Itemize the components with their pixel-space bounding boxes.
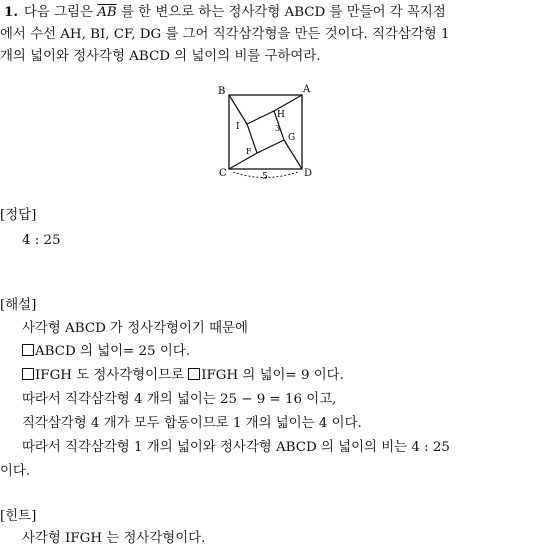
label-g: G [288,133,296,143]
label-i: I [236,122,240,132]
label-d: D [304,168,313,179]
problem-line-2: 에서 수선 AH, BI, CF, DG 를 그어 직각삼각형을 만든 것이다. 직각삼각형 1 [0,27,450,42]
square-figure [0,80,533,190]
problem-line-3: 개의 넓이와 정사각형 ABCD 의 넓이의 비를 구하여라. [0,49,321,64]
line-ah [274,95,302,111]
segment-ab: $\overline{AB}$ [97,5,117,20]
line-bi [229,95,247,124]
answer-value: 4 : 25 [22,233,61,248]
solution-line-3: IFGH 도 정사각형이므로 IFGH 의 넓이= 9 이다. [22,367,344,385]
solution-line-5: 직각삼각형 4 개가 모두 합동이므로 1 개의 넓이는 4 이다. [22,416,362,431]
label-c: C [219,168,227,179]
square-abcd [229,95,302,169]
label-f: F [246,147,252,156]
solution-line-1: 사각형 ABCD 가 정사각형이기 때문에 [22,321,248,336]
line-dg [284,140,302,169]
line-cf [229,153,257,169]
square-symbol [188,368,200,380]
solution-line-2: ABCD 의 넓이= 25 이다. [22,343,190,361]
hint-heading: [힌트] [0,509,37,524]
label-side-length: 5 [262,172,268,182]
solution-line-4: 따라서 직각삼각형 4 개의 넓이는 25 − 9 = 16 이고, [22,392,337,407]
square-symbol [22,368,34,380]
label-h: H [277,110,285,120]
problem-line-1: 1. 다음 그림은 $\overline{AB}$ 를 한 변으로 하는 정사각형 ABCD 를 만들어 각 꼭지점 [4,4,446,20]
solution-line-6: 따라서 직각삼각형 1 개의 넓이와 정사각형 ABCD 의 넓이의 비는 4 : 25 [22,440,450,455]
hint-text: 사각형 IFGH 는 정사각형이다. [22,531,206,546]
solution-line-7: 이다. [0,464,31,479]
problem-number: 1. [4,4,18,20]
answer-heading: [정답] [0,208,37,223]
square-symbol [22,344,34,356]
solution-heading: [해설] [0,298,37,313]
label-b: B [218,86,226,97]
label-inner-length: 3 [275,124,281,133]
label-a: A [303,84,311,95]
